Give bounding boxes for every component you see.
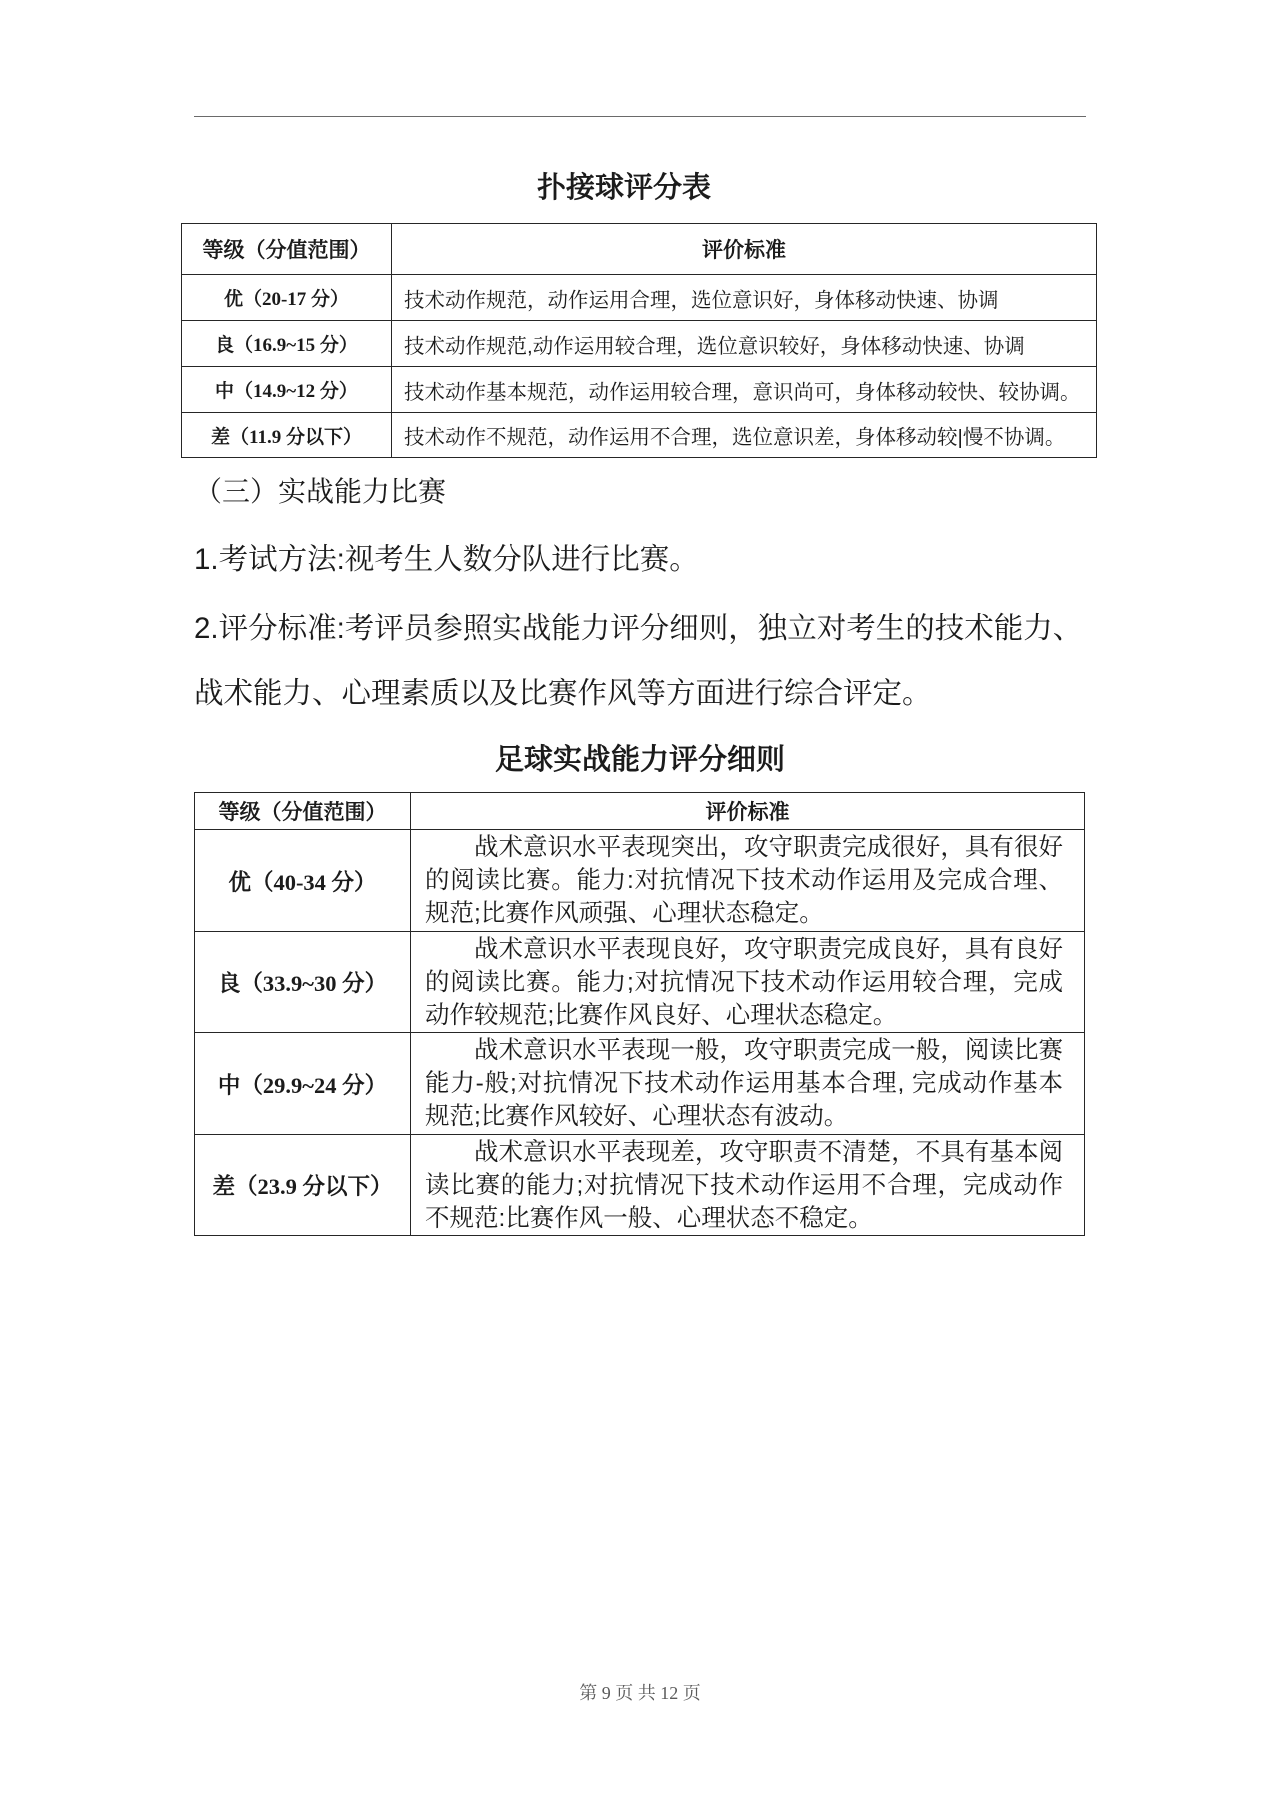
goalkeeper-catch-score-table (181, 223, 1097, 458)
table-row (182, 321, 1097, 367)
football-match-ability-table (194, 792, 1085, 1236)
grade-column-header: 等级（分值范围） (182, 224, 392, 275)
header-rule (194, 116, 1086, 117)
table2-title: 足球实战能力评分细则 (494, 744, 785, 776)
criteria-cell: 战术意识水平表现突出，攻守职责完成很好，具有很好的阅读比赛。能力:对抗情况下技术动作运用及完成合理、规范;比赛作风顽强、心理状态稳定。 (411, 830, 1085, 932)
exam-method-paragraph: 1.考试方法:视考生人数分队进行比赛。 (194, 543, 699, 576)
section-heading: （三）实战能力比赛 (194, 476, 447, 507)
table-row (195, 1033, 1085, 1135)
criteria-cell: 技术动作规范，动作运用合理，选位意识好，身体移动快速、协调 (392, 275, 1097, 321)
grade-cell: 良（33.9~30 分） (195, 932, 411, 1033)
table1-title: 扑接球评分表 (536, 172, 711, 204)
grade-cell: 良（16.9~15 分） (182, 321, 392, 367)
criteria-cell: 技术动作基本规范，动作运用较合理，意识尚可，身体移动较快、较协调。 (392, 367, 1097, 413)
criteria-cell: 战术意识水平表现良好，攻守职责完成良好，具有良好的阅读比赛。能力;对抗情况下技术动作运用较合理，完成动作较规范;比赛作风良好、心理状态稳定。 (411, 932, 1085, 1033)
table-header-row (182, 224, 1097, 275)
criteria-column-header: 评价标准 (411, 793, 1085, 830)
grade-cell: 优（20-17 分） (182, 275, 392, 321)
grade-cell: 中（14.9~12 分） (182, 367, 392, 413)
grade-cell: 差（23.9 分以下） (195, 1135, 411, 1236)
table-row (195, 830, 1085, 932)
table-header-row (195, 793, 1085, 830)
table-row (182, 275, 1097, 321)
table-row (195, 932, 1085, 1033)
grade-column-header: 等级（分值范围） (195, 793, 411, 830)
criteria-column-header: 评价标准 (392, 224, 1097, 275)
criteria-cell: 技术动作不规范，动作运用不合理，选位意识差，身体移动较|慢不协调。 (392, 413, 1097, 458)
grade-cell: 中（29.9~24 分） (195, 1033, 411, 1135)
criteria-cell: 战术意识水平表现差，攻守职责不清楚，不具有基本阅读比赛的能力;对抗情况下技术动作运用不合理，完成动作不规范:比赛作风一般、心理状态不稳定。 (411, 1135, 1085, 1236)
criteria-cell: 战术意识水平表现一般，攻守职责完成一般，阅读比赛能力-般;对抗情况下技术动作运用基本合理, 完成动作基本规范;比赛作风较好、心理状态有波动。 (411, 1033, 1085, 1135)
criteria-cell: 技术动作规范,动作运用较合理，选位意识较好，身体移动快速、协调 (392, 321, 1097, 367)
grade-cell: 差（11.9 分以下） (182, 413, 392, 458)
table-row (195, 1135, 1085, 1236)
table-row (182, 367, 1097, 413)
scoring-standard-paragraph: 2.评分标准:考评员参照实战能力评分细则，独立对考生的技术能力、战术能力、心理素质以及比赛作风等方面进行综合评定。 (194, 612, 1083, 710)
table-row (182, 413, 1097, 458)
page-number-footer: 第 9 页 共 12 页 (579, 1683, 701, 1703)
grade-cell: 优（40-34 分） (195, 830, 411, 932)
